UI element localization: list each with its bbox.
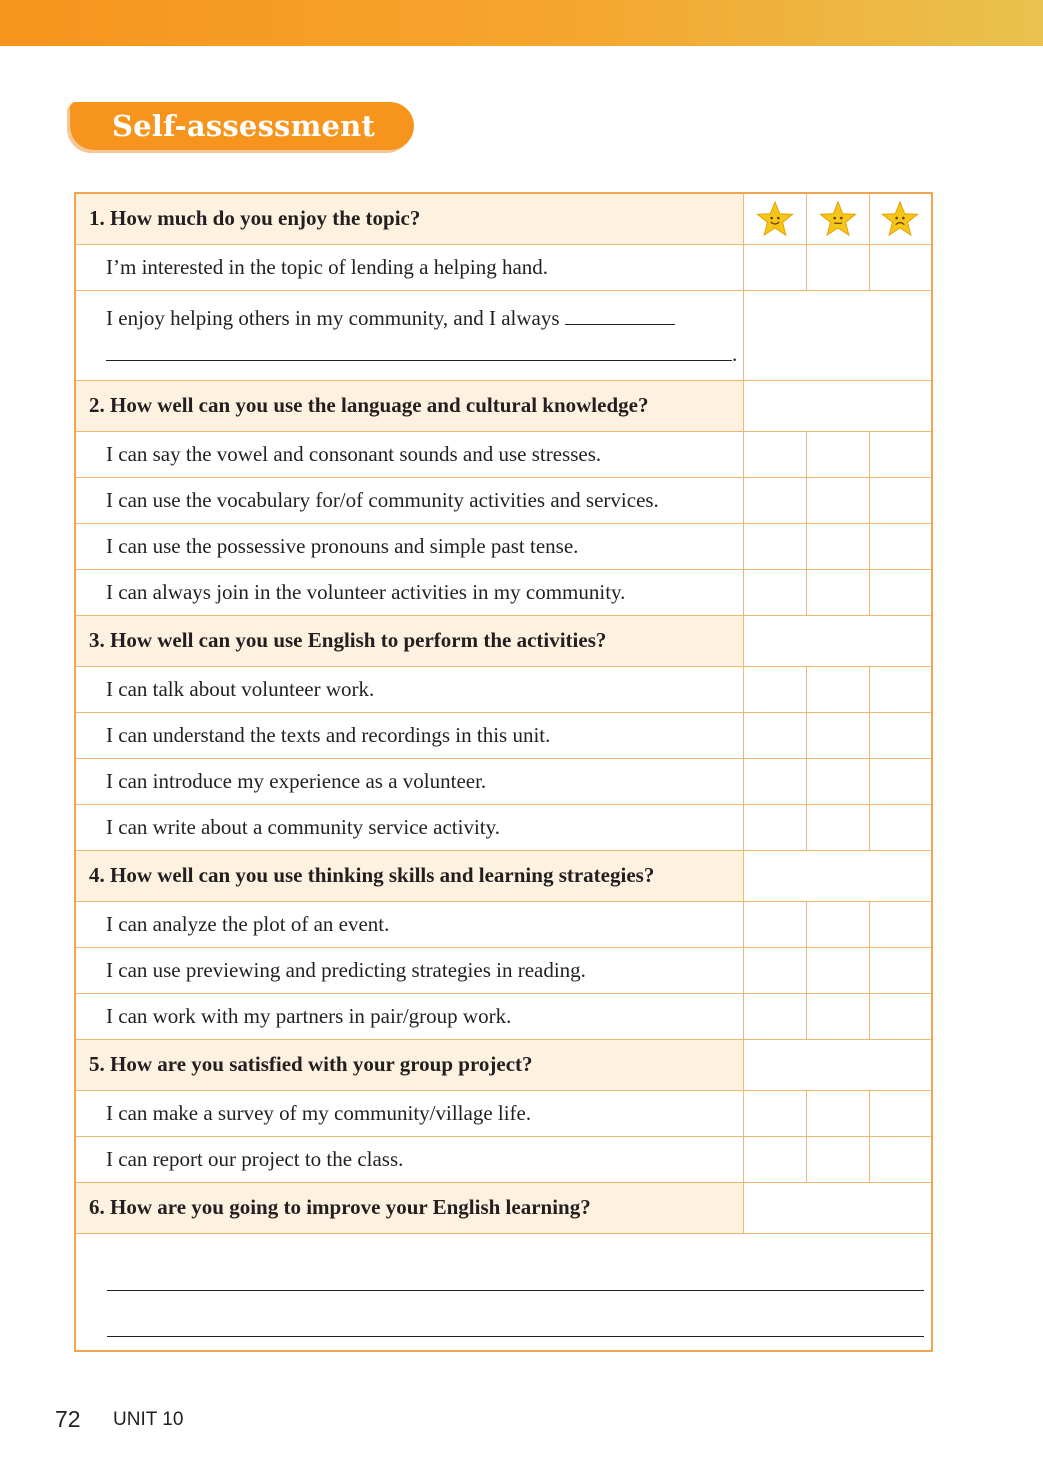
- rating-header-sad: [869, 193, 932, 244]
- rating-cell-sad[interactable]: [869, 569, 932, 615]
- rating-cell-neutral[interactable]: [806, 947, 869, 993]
- rating-cell-sad[interactable]: [869, 431, 932, 477]
- question-text: 2. How well can you use the language and cultural knowledge?: [75, 380, 743, 431]
- self-assessment-table: [74, 192, 933, 1352]
- rating-cell-neutral[interactable]: [806, 901, 869, 947]
- neutral-star-icon: [819, 200, 857, 238]
- table-row: [75, 666, 932, 712]
- statement-text: I can talk about volunteer work.: [75, 666, 743, 712]
- answer-area: [75, 1233, 932, 1351]
- table-row: [75, 477, 932, 523]
- statement-text: I can always join in the volunteer activities in my community.: [75, 569, 743, 615]
- question-text: 4. How well can you use thinking skills and learning strategies?: [75, 850, 743, 901]
- rating-cell-neutral[interactable]: [806, 758, 869, 804]
- statement-text: I can use the vocabulary for/of community activities and services.: [75, 477, 743, 523]
- question-text: 3. How well can you use English to perform the activities?: [75, 615, 743, 666]
- rating-cell-sad[interactable]: [869, 1136, 932, 1182]
- table-row: [75, 1090, 932, 1136]
- rating-cell-neutral[interactable]: [806, 1136, 869, 1182]
- statement-text: I can use the possessive pronouns and simple past tense.: [75, 523, 743, 569]
- table-row: [75, 947, 932, 993]
- statement-end: .: [732, 341, 738, 366]
- statement-text: I can report our project to the class.: [75, 1136, 743, 1182]
- rating-cell-happy[interactable]: [743, 1136, 806, 1182]
- question-text: 1. How much do you enjoy the topic?: [75, 193, 743, 244]
- statement-text: I can say the vowel and consonant sounds and use stresses.: [75, 431, 743, 477]
- table-row: [75, 1136, 932, 1182]
- rating-cell-happy[interactable]: [743, 804, 806, 850]
- rating-cell-sad[interactable]: [869, 947, 932, 993]
- table-row: [75, 290, 932, 380]
- rating-header-neutral: [806, 193, 869, 244]
- top-color-band: [0, 0, 1043, 46]
- rating-cell-neutral[interactable]: [806, 244, 869, 290]
- rating-cell-neutral[interactable]: [806, 666, 869, 712]
- rating-cell-neutral[interactable]: [806, 804, 869, 850]
- rating-cell-sad[interactable]: [869, 477, 932, 523]
- question-text: 6. How are you going to improve your English learning?: [75, 1182, 743, 1233]
- table-row: [75, 758, 932, 804]
- rating-cell-sad[interactable]: [869, 901, 932, 947]
- rating-cell-happy[interactable]: [743, 1090, 806, 1136]
- rating-cell-sad[interactable]: [869, 244, 932, 290]
- empty-cell: [743, 615, 932, 666]
- frowning-star-icon: [881, 200, 919, 238]
- page-title: Self-assessment: [112, 109, 376, 143]
- question-text: 5. How are you satisfied with your group project?: [75, 1039, 743, 1090]
- rating-cell-sad[interactable]: [869, 993, 932, 1039]
- answer-blank-line[interactable]: [565, 307, 675, 325]
- question-row-2: [75, 380, 932, 431]
- table-row: [75, 431, 932, 477]
- table-row: [75, 523, 932, 569]
- rating-cell-happy[interactable]: [743, 712, 806, 758]
- rating-cell-happy[interactable]: [743, 993, 806, 1039]
- table-row: [75, 901, 932, 947]
- empty-cell: [743, 290, 932, 380]
- rating-header-happy: [743, 193, 806, 244]
- rating-cell-neutral[interactable]: [806, 993, 869, 1039]
- rating-cell-happy[interactable]: [743, 901, 806, 947]
- page-number: 72: [55, 1406, 81, 1432]
- statement-text: I can introduce my experience as a volunteer.: [75, 758, 743, 804]
- rating-cell-sad[interactable]: [869, 758, 932, 804]
- empty-cell: [743, 1039, 932, 1090]
- statement-text: I can analyze the plot of an event.: [75, 901, 743, 947]
- answer-cell: [75, 1233, 932, 1351]
- statement-text: I can make a survey of my community/village life.: [75, 1090, 743, 1136]
- rating-cell-sad[interactable]: [869, 804, 932, 850]
- rating-cell-neutral[interactable]: [806, 523, 869, 569]
- rating-cell-happy[interactable]: [743, 477, 806, 523]
- rating-cell-neutral[interactable]: [806, 431, 869, 477]
- empty-cell: [743, 380, 932, 431]
- table-row: [75, 569, 932, 615]
- unit-label: UNIT 10: [113, 1409, 184, 1430]
- rating-cell-neutral[interactable]: [806, 1090, 869, 1136]
- question-row-5: [75, 1039, 932, 1090]
- table-row: [75, 993, 932, 1039]
- rating-cell-sad[interactable]: [869, 666, 932, 712]
- rating-cell-happy[interactable]: [743, 666, 806, 712]
- rating-cell-happy[interactable]: [743, 947, 806, 993]
- smiling-star-icon: [756, 200, 794, 238]
- table-row: [75, 804, 932, 850]
- statement-text: I’m interested in the topic of lending a helping hand.: [75, 244, 743, 290]
- rating-cell-neutral[interactable]: [806, 712, 869, 758]
- question-row-1: [75, 193, 932, 244]
- statement-text: I can write about a community service activity.: [75, 804, 743, 850]
- answer-line[interactable]: [107, 1290, 924, 1291]
- table-row: [75, 712, 932, 758]
- rating-cell-neutral[interactable]: [806, 569, 869, 615]
- rating-cell-happy[interactable]: [743, 523, 806, 569]
- statement-text: I can use previewing and predicting strategies in reading.: [75, 947, 743, 993]
- rating-cell-happy[interactable]: [743, 758, 806, 804]
- rating-cell-happy[interactable]: [743, 431, 806, 477]
- statement-fill-in: [75, 290, 743, 380]
- empty-cell: [743, 850, 932, 901]
- statement-text: I enjoy helping others in my community, and I always: [106, 305, 560, 330]
- statement-text: I can understand the texts and recordings in this unit.: [75, 712, 743, 758]
- rating-cell-happy[interactable]: [743, 244, 806, 290]
- rating-cell-sad[interactable]: [869, 712, 932, 758]
- rating-cell-happy[interactable]: [743, 569, 806, 615]
- rating-cell-neutral[interactable]: [806, 477, 869, 523]
- rating-cell-sad[interactable]: [869, 1090, 932, 1136]
- question-row-6: [75, 1182, 932, 1233]
- empty-cell: [743, 1182, 932, 1233]
- statement-text: I can work with my partners in pair/group work.: [75, 993, 743, 1039]
- answer-blank-line[interactable]: [106, 343, 732, 361]
- question-row-3: [75, 615, 932, 666]
- answer-line[interactable]: [107, 1336, 924, 1337]
- rating-cell-sad[interactable]: [869, 523, 932, 569]
- table-row: [75, 244, 932, 290]
- question-row-4: [75, 850, 932, 901]
